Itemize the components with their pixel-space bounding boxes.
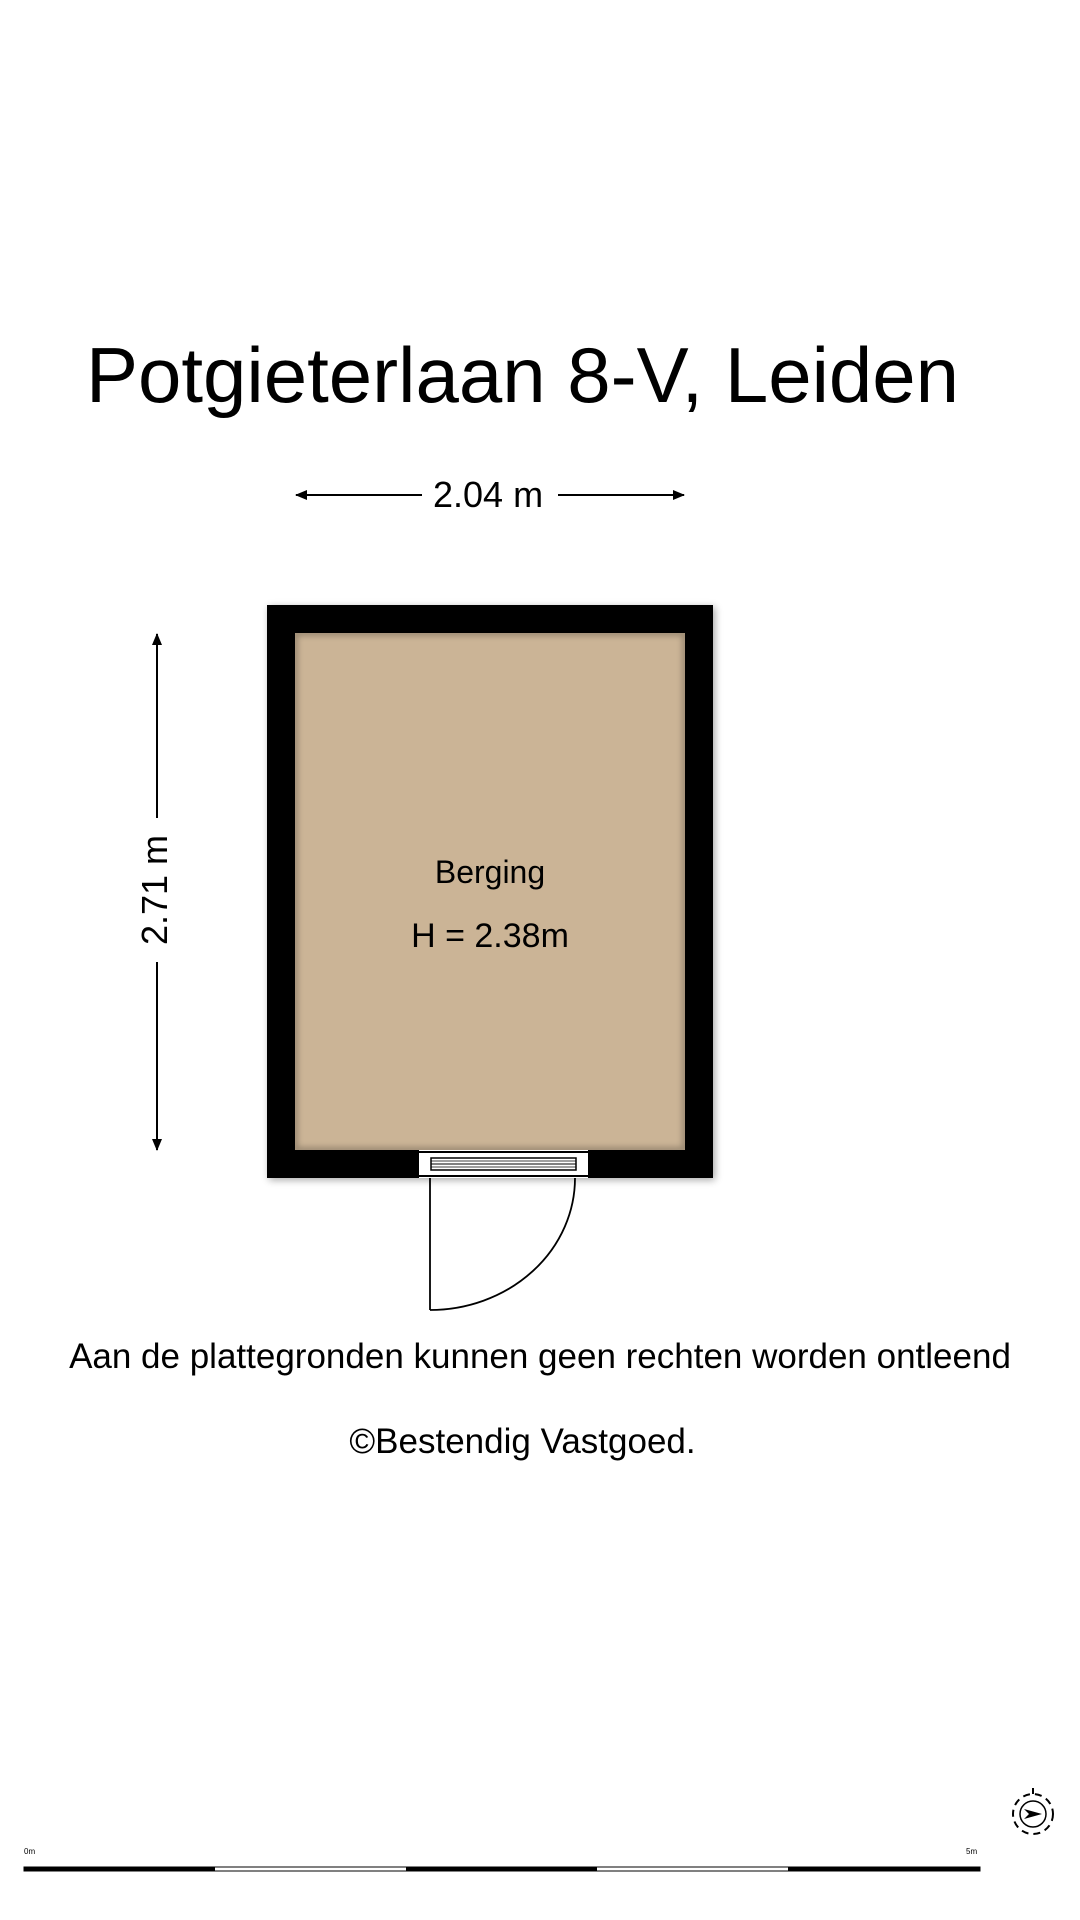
room-floor [295,633,685,1150]
disclaimer-text: Aan de plattegronden kunnen geen rechten worden ontleend [69,1337,1011,1376]
door [418,1150,589,1310]
scale-bar [24,1867,980,1871]
width-dimension-label: 2.04 m [425,475,551,515]
plan-title: Potgieterlaan 8-V, Leiden [85,331,960,419]
copyright-text: ©Bestendig Vastgoed. [349,1422,696,1461]
room-height: H = 2.38m [411,917,569,955]
room-name: Berging [434,854,546,890]
scale-end-label: 5m [966,1847,978,1856]
compass-icon [1013,1788,1053,1834]
depth-dimension-label: 2.71 m [135,827,175,953]
scale-start-label: 0m [24,1847,36,1856]
